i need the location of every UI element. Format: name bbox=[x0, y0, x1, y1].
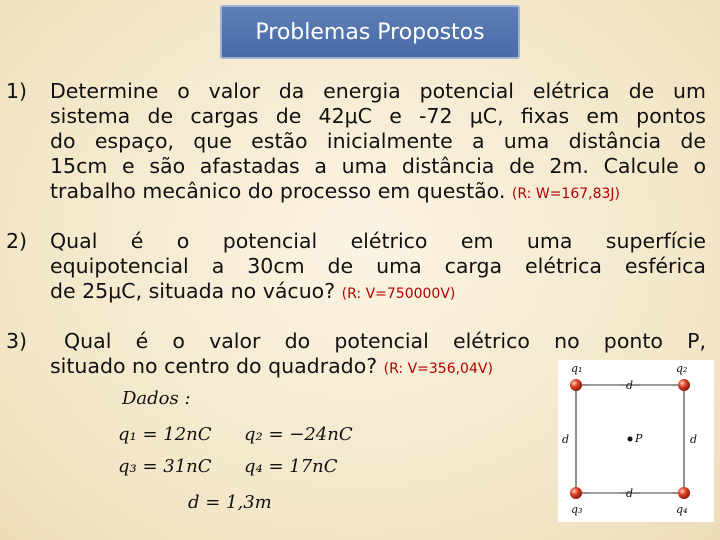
given-q3: q₃ = 31nC bbox=[118, 456, 212, 477]
given-q2: q₂ = −24nC bbox=[244, 424, 353, 445]
given-heading: Dados : bbox=[122, 388, 191, 409]
problem-2 bbox=[50, 229, 706, 307]
given-q4: q₄ = 17nC bbox=[244, 456, 338, 477]
problem-3-number: 3) bbox=[6, 329, 28, 353]
problem-2-number: 2) bbox=[6, 229, 28, 253]
slide-title: Problemas Propostos bbox=[220, 5, 520, 59]
label-q2: q₂ bbox=[676, 362, 688, 375]
label-q1: q₁ bbox=[571, 362, 583, 375]
problem-1-answer: (R: W=167,83J) bbox=[511, 186, 620, 202]
charge-q4 bbox=[678, 487, 690, 499]
given-d: d = 1,3m bbox=[188, 492, 272, 513]
problem-2-line-3-wrap bbox=[50, 279, 706, 307]
problem-1-line-3: do espaço, que estão inicialmente a uma distância de bbox=[50, 129, 706, 153]
problem-2-answer: (R: V=750000V) bbox=[341, 286, 456, 302]
problem-1-line-2: sistema de cargas de 42μC e -72 μC, fixas em pontos bbox=[50, 104, 706, 128]
label-d-left: d bbox=[562, 433, 570, 446]
charge-q2 bbox=[678, 379, 690, 391]
label-q3: q₃ bbox=[571, 503, 583, 516]
problem-1-number: 1) bbox=[6, 79, 28, 103]
charge-square-diagram bbox=[558, 360, 714, 522]
label-p: P bbox=[635, 432, 643, 445]
label-d-bottom: d bbox=[626, 487, 634, 500]
problem-1-line-5: trabalho mecânico do processo em questão. bbox=[50, 179, 506, 203]
problem-3-line-1: Qual é o valor do potencial elétrico no ponto P, bbox=[64, 329, 706, 353]
given-data bbox=[118, 388, 378, 518]
problem-1-line-1: Determine o valor da energia potencial elétrica de um bbox=[50, 79, 706, 103]
charge-q1 bbox=[570, 379, 582, 391]
label-d-right: d bbox=[690, 433, 698, 446]
problem-2-line-1: Qual é o potencial elétrico em uma superfície bbox=[50, 229, 706, 253]
point-p bbox=[628, 437, 633, 442]
problem-1 bbox=[50, 79, 706, 207]
problem-3-line-2: situado no centro do quadrado? bbox=[50, 354, 378, 378]
problem-2-line-2: equipotencial a 30cm de uma carga elétrica esférica bbox=[50, 254, 706, 278]
given-q1: q₁ = 12nC bbox=[118, 424, 212, 445]
problem-1-line-4: 15cm e são afastadas a uma distância de 2m. Calcule o bbox=[50, 154, 706, 178]
problem-1-line-5-wrap bbox=[50, 179, 706, 207]
label-d-top: d bbox=[626, 379, 634, 392]
label-q4: q₄ bbox=[676, 503, 688, 516]
diagram-svg bbox=[558, 360, 714, 522]
charge-q3 bbox=[570, 487, 582, 499]
problem-3-answer: (R: V=356,04V) bbox=[383, 361, 493, 377]
problem-2-line-3: de 25μC, situada no vácuo? bbox=[50, 279, 336, 303]
